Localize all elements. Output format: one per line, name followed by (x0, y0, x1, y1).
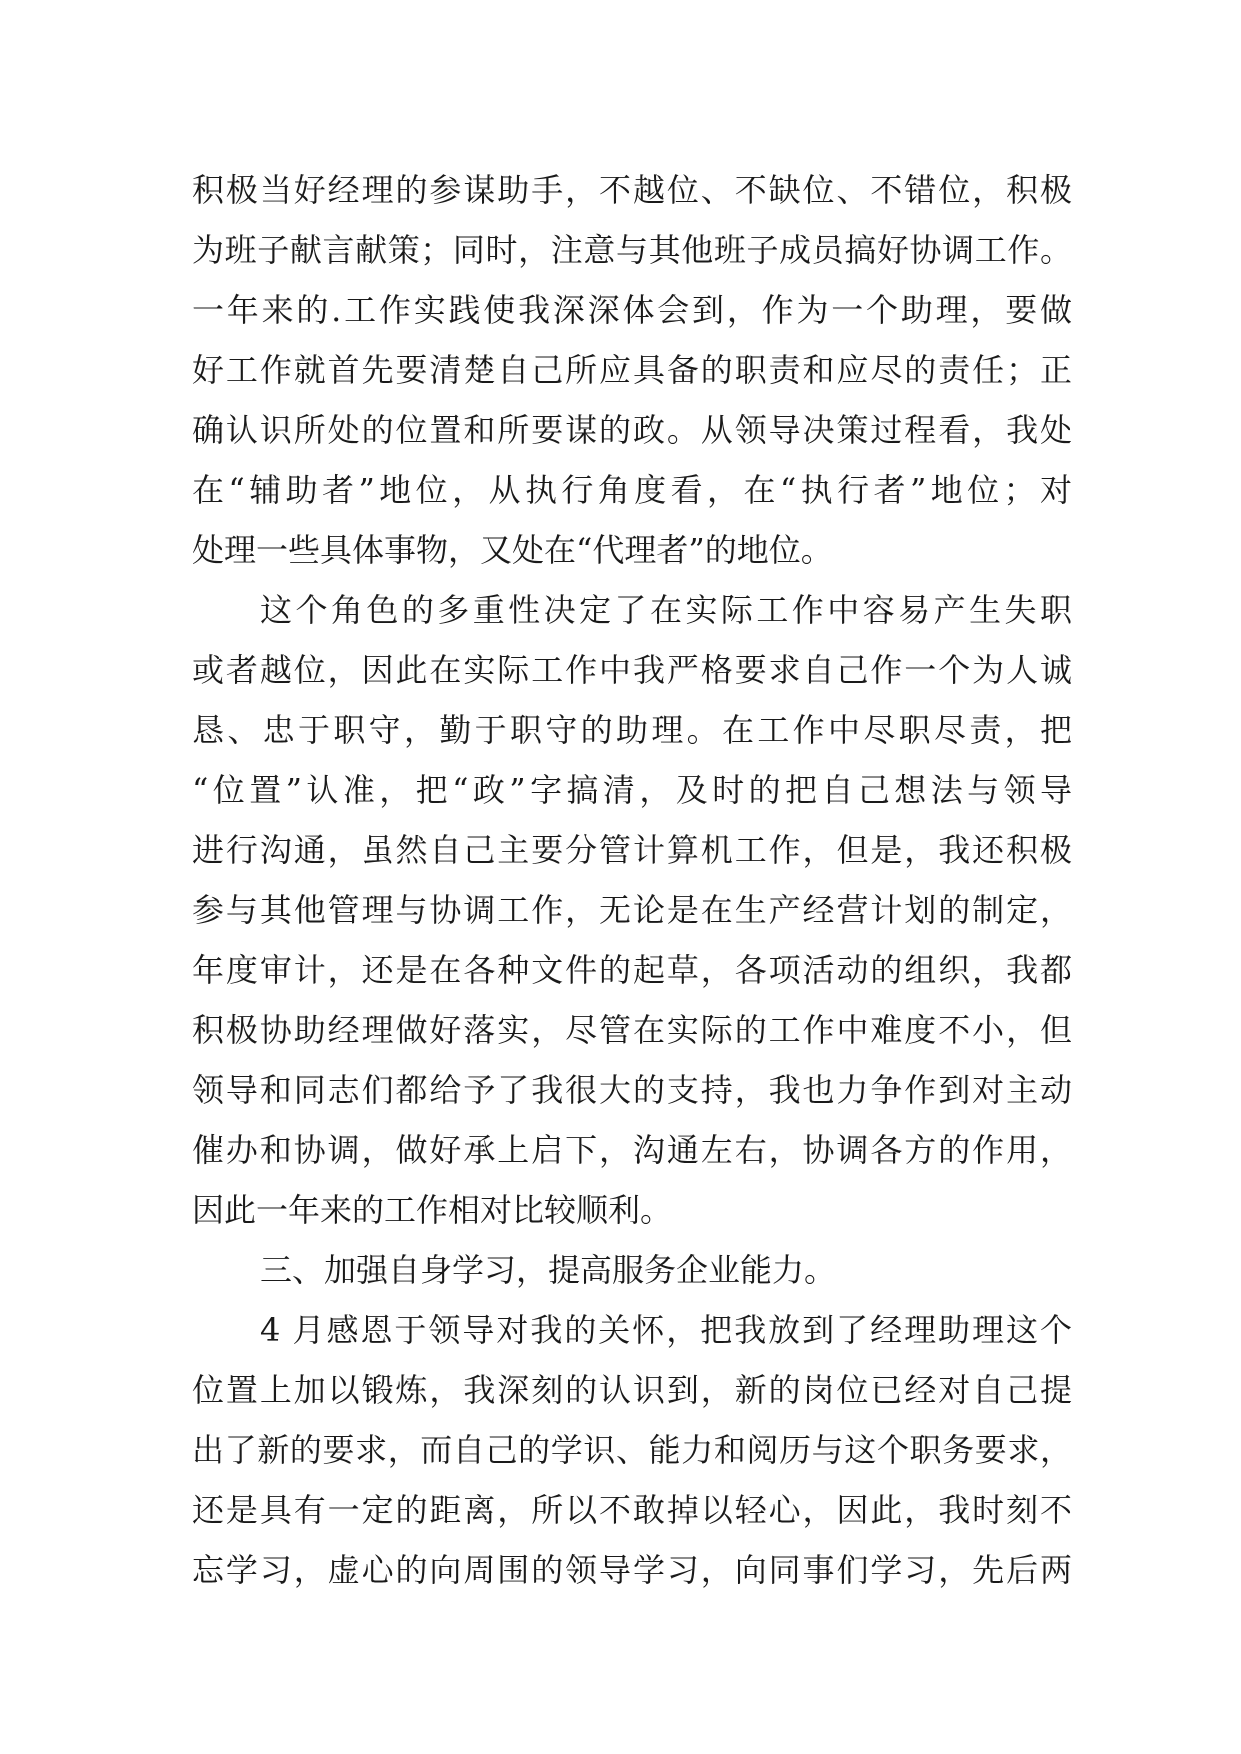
text-line: 催办和协调，做好承上启下，沟通左右，协调各方的作用， (192, 1131, 1072, 1169)
text-line: “位置”认准，把“政”字搞清，及时的把自己想法与领导 (192, 771, 1072, 809)
text-line: 参与其他管理与协调工作，无论是在生产经营计划的制定， (192, 891, 1072, 929)
text-line: 积极协助经理做好落实，尽管在实际的工作中难度不小，但 (192, 1011, 1072, 1049)
paragraph-start-line: 4 月感恩于领导对我的关怀，把我放到了经理助理这个 (260, 1311, 1072, 1349)
text-line: 出了新的要求，而自己的学识、能力和阅历与这个职务要求， (192, 1431, 1072, 1469)
text-line: 积极当好经理的参谋助手，不越位、不缺位、不错位，积极 (192, 171, 1072, 209)
section-heading: 三、加强自身学习，提高服务企业能力。 (260, 1251, 837, 1289)
text-line: 进行沟通，虽然自己主要分管计算机工作，但是，我还积极 (192, 831, 1072, 869)
text-line: 还是具有一定的距离，所以不敢掉以轻心，因此，我时刻不 (192, 1491, 1072, 1529)
text-line: 处理一些具体事物，又处在“代理者”的地位。 (192, 531, 833, 569)
text-line: 为班子献言献策；同时，注意与其他班子成员搞好协调工作。 (192, 231, 1072, 269)
body-text (192, 160, 1072, 1600)
text-line: 位置上加以锻炼，我深刻的认识到，新的岗位已经对自己提 (192, 1371, 1072, 1409)
text-line: 年度审计，还是在各种文件的起草，各项活动的组织，我都 (192, 951, 1072, 989)
text-line: 因此一年来的工作相对比较顺利。 (192, 1191, 673, 1229)
text-line: 好工作就首先要清楚自己所应具备的职责和应尽的责任；正 (192, 351, 1072, 389)
text-line: 在“辅助者”地位，从执行角度看，在“执行者”地位；对 (192, 471, 1072, 509)
paragraph-start-line: 这个角色的多重性决定了在实际工作中容易产生失职 (260, 591, 1072, 629)
text-line: 或者越位，因此在实际工作中我严格要求自己作一个为人诚 (192, 651, 1072, 689)
text-line: 恳、忠于职守，勤于职守的助理。在工作中尽职尽责，把 (192, 711, 1072, 749)
text-line: 领导和同志们都给予了我很大的支持，我也力争作到对主动 (192, 1071, 1072, 1109)
text-line: 一年来的.工作实践使我深深体会到，作为一个助理，要做 (192, 291, 1072, 329)
text-line: 忘学习，虚心的向周围的领导学习，向同事们学习，先后两 (192, 1551, 1072, 1589)
text-line: 确认识所处的位置和所要谋的政。从领导决策过程看，我处 (192, 411, 1072, 449)
